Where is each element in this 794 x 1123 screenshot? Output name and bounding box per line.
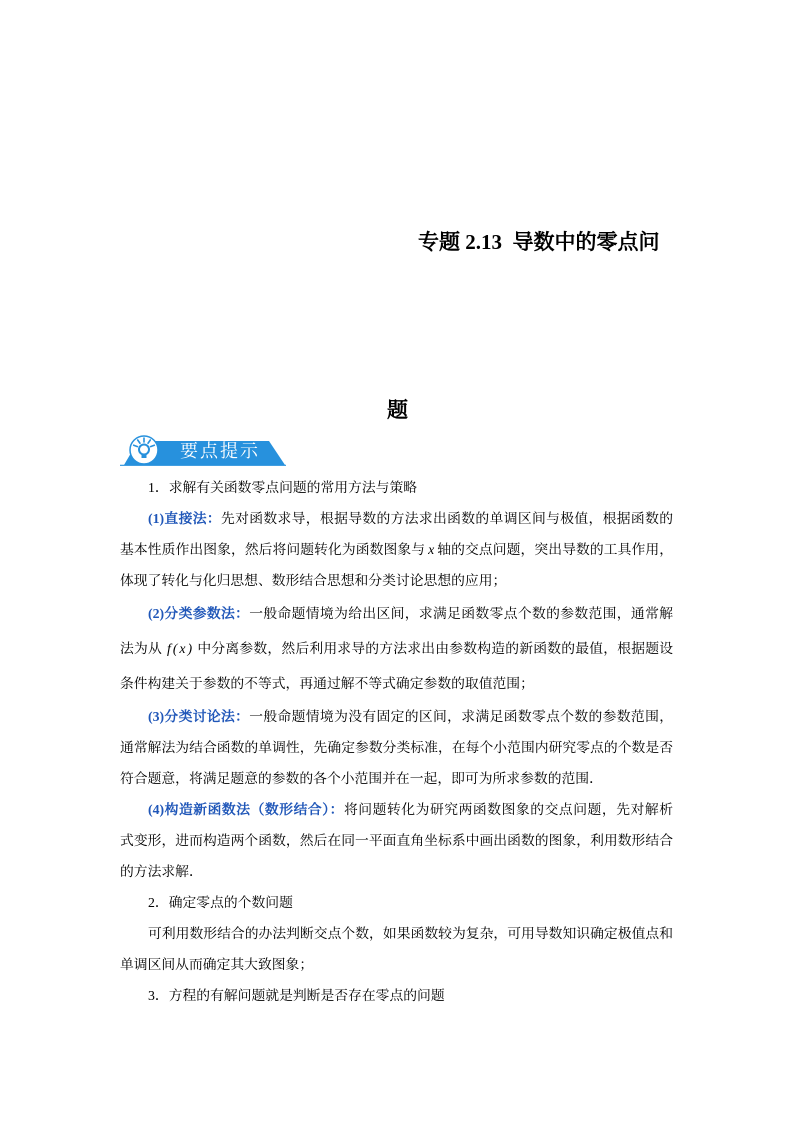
paragraph-heading-3 xyxy=(120,980,673,1011)
line-text: 一般命题情境为没有固定的区间，求满足函数零点个数的参数范围， xyxy=(249,709,673,724)
document-title-continued: 题 xyxy=(387,398,408,422)
method-label: (2)分类参数法： xyxy=(148,606,250,621)
line-text: 基本性质作出图象，然后将问题转化为函数图象与 xyxy=(120,542,426,557)
text-line xyxy=(120,534,673,565)
paragraph-case-discussion xyxy=(120,701,673,794)
line-text: 中分离参数，然后利用求导的方法求出由参数构造的新函数的最值，根据题设 xyxy=(197,641,674,656)
text-line: 条件构建关于参数的不等式，再通过解不等式确定参数的取值范围； xyxy=(120,676,534,691)
text-line: 的方法求解． xyxy=(120,864,203,879)
text-line: 式变形，进而构造两个函数，然后在同一平面直角坐标系中画出函数的图象，利用数形结合 xyxy=(120,833,673,848)
math-function: f(x) xyxy=(167,641,195,656)
method-label: (1)直接法： xyxy=(148,511,221,526)
math-variable: x xyxy=(428,542,435,557)
text-line xyxy=(120,503,673,534)
text-line: 符合题意，将满足题意的参数的各个小范围并在一起，即可为所求参数的范围． xyxy=(120,771,603,786)
paragraph-heading-2 xyxy=(120,887,673,918)
line-text: 轴的交点问题，突出导数的工具作用， xyxy=(437,542,673,557)
line-text: 一般命题情境为给出区间，求满足函数零点个数的参数范围，通常解 xyxy=(249,606,673,621)
paragraph-zero-count xyxy=(120,918,673,980)
paragraph-parameter-separation xyxy=(120,596,673,701)
line-text: 先对函数求导，根据导数的方法求出函数的单调区间与极值，根据函数的 xyxy=(220,511,674,526)
text-line: 通常解法为结合函数的单调性，先确定参数分类标准，在每个小范围内研究零点的个数是否 xyxy=(120,740,673,755)
text-line xyxy=(120,631,673,666)
text-line xyxy=(120,701,673,732)
icon-bulb xyxy=(139,445,149,455)
line-text: 法为从 xyxy=(120,641,162,656)
text-line xyxy=(120,794,673,825)
key-points-banner xyxy=(120,435,286,466)
text-line: 可利用数形结合的办法判断交点个数，如果函数较为复杂，可用导数知识确定极值点和 xyxy=(148,926,673,941)
key-points-content xyxy=(120,472,673,1011)
text-line xyxy=(120,596,673,631)
section-heading: 1．求解有关函数零点问题的常用方法与策略 xyxy=(148,480,418,495)
method-label: (3)分类讨论法： xyxy=(148,709,250,724)
paragraph-direct-method xyxy=(120,503,673,596)
paragraph-new-function xyxy=(120,794,673,887)
method-label: (4)构造新函数法（数形结合）： xyxy=(148,802,344,817)
text-line: 体现了转化与化归思想、数形结合思想和分类讨论思想的应用； xyxy=(120,573,507,588)
banner-label: 要点提示 xyxy=(180,441,260,462)
lightbulb-icon xyxy=(130,436,158,464)
text-line: 单调区间从而确定其大致图象； xyxy=(120,957,314,972)
document-title: 专题 2.13 导数中的零点问 xyxy=(418,230,660,254)
paragraph-heading-1 xyxy=(120,472,673,503)
icon-bulb-base xyxy=(142,454,147,458)
section-heading: 2．确定零点的个数问题 xyxy=(148,895,293,910)
section-heading: 3．方程的有解问题就是判断是否存在零点的问题 xyxy=(148,988,445,1003)
line-text: 将问题转化为研究两函数图象的交点问题，先对解析 xyxy=(343,802,673,817)
